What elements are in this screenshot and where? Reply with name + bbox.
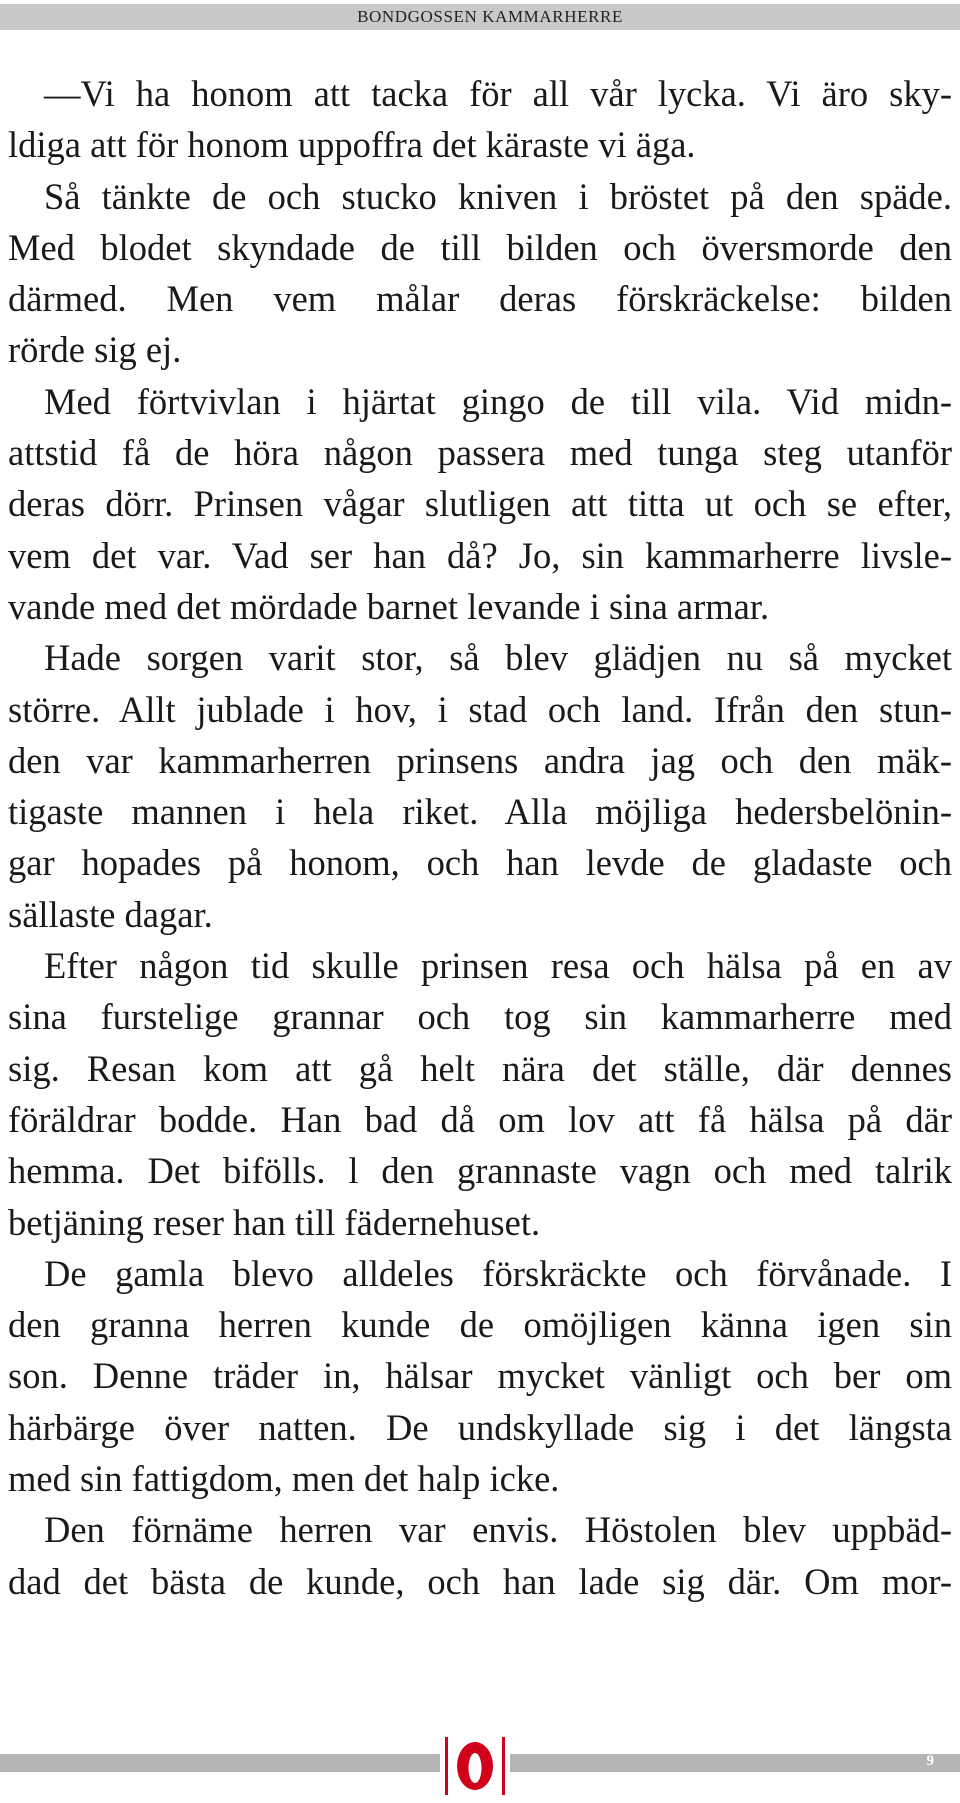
- text-line: Med blodet skyndade de till bilden och översmorde den: [8, 226, 952, 268]
- text-line: den var kammarherren prinsens andra jag och den mäk-: [8, 739, 952, 781]
- text-line: gar hopades på honom, och han levde de gladaste och: [8, 842, 952, 884]
- text-line: son. Denne träder in, hälsar mycket vänligt och ber om: [8, 1355, 952, 1397]
- footer-bar-right: [510, 1754, 960, 1772]
- text-line: —Vi ha honom att tacka för all vår lycka. Vi äro sky-: [44, 73, 952, 114]
- text-line: tigaste mannen i hela riket. Alla möjliga hedersbelönin-: [8, 791, 952, 833]
- text-line: sällaste dagar.: [8, 893, 213, 935]
- text-line: sina furstelige grannar och tog sin kammarherre med: [8, 996, 952, 1038]
- running-header-title: BONDGOSSEN KAMMARHERRE: [357, 7, 623, 26]
- text-line: Den förnäme herren var envis. Höstolen blev uppbäd-: [44, 1509, 952, 1551]
- text-line: Med förtvivlan i hjärtat gingo de till vila. Vid midn-: [44, 380, 952, 422]
- text-line: vem det var. Vad ser han då? Jo, sin kammarherre livsle-: [8, 534, 952, 576]
- text-line: Efter någon tid skulle prinsen resa och hälsa på en av: [44, 945, 952, 987]
- publisher-o-logo-icon: [443, 1735, 507, 1797]
- text-line: större. Allt jublade i hov, i stad och land. Ifrån den stun-: [8, 688, 952, 730]
- running-header: [0, 4, 960, 30]
- text-line: rörde sig ej.: [8, 329, 182, 371]
- text-line: hemma. Det bifölls. l den grannaste vagn och med talrik: [8, 1150, 952, 1192]
- text-line: härbärge över natten. De undskyllade sig i det längsta: [8, 1406, 952, 1448]
- text-line: Hade sorgen varit stor, så blev glädjen nu så mycket: [44, 637, 952, 679]
- text-line: dad det bästa de kunde, och han lade sig där. Om mor-: [8, 1560, 952, 1602]
- text-line: föräldrar bodde. Han bad då om lov att få hälsa på där: [8, 1098, 952, 1140]
- text-line: sig. Resan kom att gå helt nära det ställe, där dennes: [8, 1047, 952, 1089]
- page-body-text: [8, 68, 952, 1607]
- text-line: deras dörr. Prinsen vågar slutligen att titta ut och se efter,: [8, 483, 952, 525]
- text-line: därmed. Men vem målar deras förskräckelse: bilden: [8, 278, 952, 320]
- text-line: den granna herren kunde de omöjligen känna igen sin: [8, 1304, 952, 1346]
- page-number: 9: [926, 1753, 934, 1769]
- text-line: vande med det mördade barnet levande i sina armar.: [8, 585, 770, 627]
- text-line: betjäning reser han till fädernehuset.: [8, 1201, 541, 1243]
- text-line: De gamla blevo alldeles förskräckte och förvånade. I: [44, 1252, 952, 1294]
- footer-bar-left: [0, 1754, 440, 1772]
- text-line: Så tänkte de och stucko kniven i bröstet på den späde.: [44, 175, 952, 217]
- text-line: ldiga att för honom uppoffra det käraste vi äga.: [8, 124, 696, 166]
- text-line: med sin fattigdom, men det halp icke.: [8, 1458, 560, 1500]
- text-line: attstid få de höra någon passera med tunga steg utanför: [8, 432, 952, 474]
